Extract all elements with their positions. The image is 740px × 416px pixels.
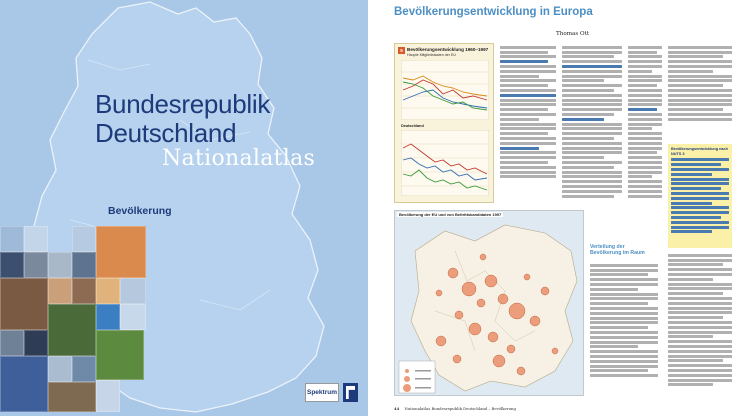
photo-tile [24,330,48,356]
photo-tile [96,278,120,304]
photo-tile [48,382,96,412]
photo-tile [96,304,120,330]
photo-tile [96,330,144,380]
figure-label-germany: Deutschland [401,124,424,128]
section-heading: Verteilung der Bevölkerung im Raum [590,244,645,256]
book-cover [0,0,368,416]
europe-map-icon [395,211,584,396]
photo-tile [72,226,96,252]
cover-title [95,90,270,148]
photo-tile [24,252,48,278]
figure-chart-bottom [401,130,489,196]
map-title: Bevölkerung der EU und von Beitrittskandidaten 1997 [399,212,502,217]
photo-tile [0,330,24,356]
spektrum-logo-icon: Spektrum [305,383,339,402]
photo-tile [48,278,72,304]
photo-tile [96,380,120,412]
cover-subtitle: Nationalatlas [162,146,316,171]
photo-tile [120,278,146,304]
info-box [668,144,732,248]
photo-tile [96,226,146,278]
figure-badge: 5 [398,47,405,54]
photo-tile [48,252,72,278]
europe-population-map [394,210,584,396]
footer-text: Nationalatlas Bundesrepublik Deutschland – Bevölkerung [404,406,516,411]
photo-tile [120,304,146,330]
photo-tile [72,278,96,304]
cover-title-line1: Bundesrepublik [95,89,271,119]
photo-tile [48,304,96,356]
atlas-page [372,0,740,416]
photo-tile [0,278,48,330]
photo-tile [48,356,72,382]
page-title: Bevölkerungsentwicklung in Europa [394,6,593,18]
photo-tile [0,252,24,278]
photo-tile [72,252,96,278]
page-number: 44 [394,406,400,411]
photo-mosaic [0,226,170,416]
cover-title-line2: Deutschland [95,118,237,148]
population-figure [394,43,494,203]
figure-chart-top [401,60,489,120]
cover-topic: Bevölkerung [108,205,172,217]
photo-tile [0,356,48,412]
text-column-3 [628,44,662,240]
page-footer [394,406,516,411]
author: Thomas Ott [556,31,590,37]
photo-tile [24,226,48,252]
text-column-6 [668,252,732,400]
photo-tile [0,226,24,252]
photo-tile [72,356,96,382]
figure-subtitle: Haupte Mitgliedstaaten der EU [407,53,456,57]
text-column-5 [590,262,658,400]
figure-title: Bevölkerungsentwicklung 1960–1997 [407,47,489,52]
text-column-4 [668,44,732,140]
info-box-heading: Bevölkerungsentwicklung nach NUTS 3 [671,147,728,156]
ifl-logo-icon [343,383,358,402]
text-column-1 [500,44,556,214]
